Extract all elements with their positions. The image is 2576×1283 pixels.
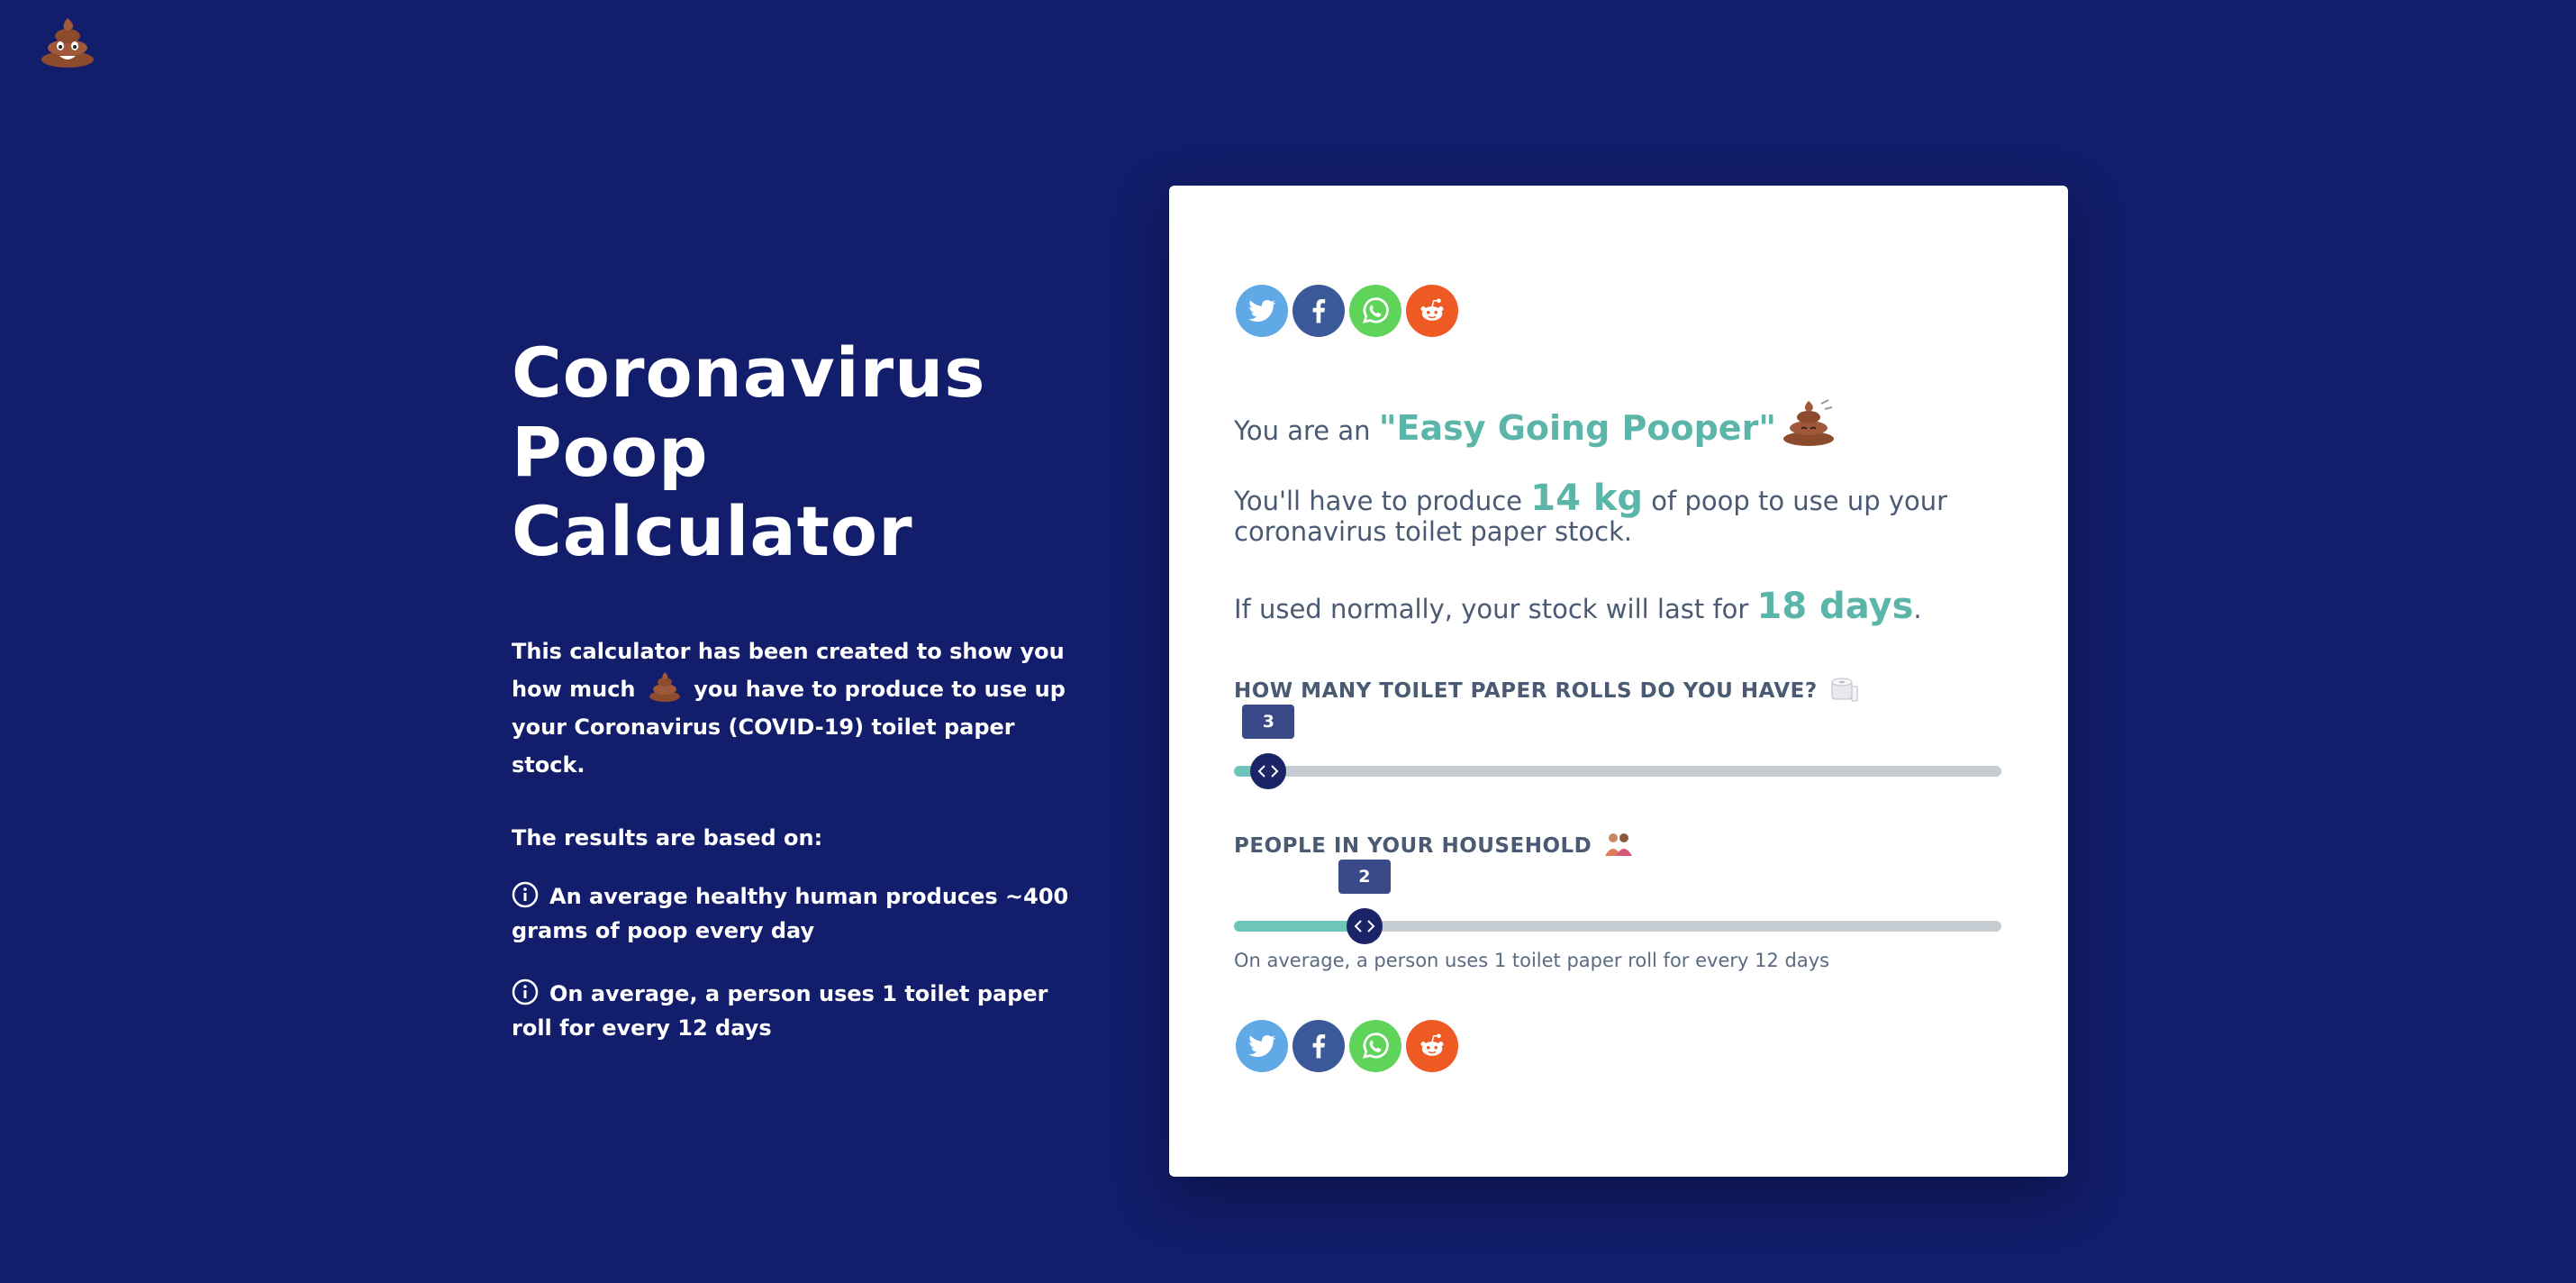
info-icon bbox=[512, 881, 539, 908]
rolls-question bbox=[1234, 676, 1859, 703]
people-value-bubble: 2 bbox=[1338, 860, 1391, 894]
drag-handle-icon bbox=[1257, 763, 1279, 779]
toilet-paper-icon bbox=[1828, 676, 1859, 703]
intro-desc-part1: This calculator has been created to show you how much bbox=[512, 639, 1065, 702]
facebook-share-button[interactable] bbox=[1293, 285, 1345, 337]
fact-text-2: On average, a person uses 1 toilet paper roll for every 12 days bbox=[512, 981, 1048, 1041]
last-value: 18 days bbox=[1756, 586, 1914, 627]
pooper-type-result bbox=[1234, 396, 2009, 447]
pooper-type-prefix: You are an bbox=[1234, 415, 1371, 446]
produce-result bbox=[1234, 478, 2009, 547]
twitter-share-button[interactable] bbox=[1236, 1020, 1288, 1072]
logo-poop-icon[interactable] bbox=[40, 16, 95, 68]
drag-handle-icon bbox=[1354, 918, 1375, 934]
share-buttons-top bbox=[1236, 285, 1458, 337]
whatsapp-share-button[interactable] bbox=[1349, 285, 1401, 337]
reddit-icon bbox=[1416, 295, 1448, 327]
poop-emoji-icon bbox=[649, 671, 681, 702]
rolls-slider-handle[interactable] bbox=[1250, 753, 1286, 789]
title-line-1: Coronavirus bbox=[512, 332, 986, 413]
poop-emoji-icon bbox=[1782, 396, 1836, 447]
produce-value: 14 kg bbox=[1530, 478, 1644, 519]
title-line-2: Poop Calculator bbox=[512, 412, 913, 571]
produce-suffix: of poop to use up your coronavirus toilet paper stock. bbox=[1234, 486, 1948, 547]
rolls-value-bubble: 3 bbox=[1242, 705, 1294, 739]
calculator-card bbox=[1169, 186, 2068, 1177]
produce-prefix: You'll have to produce bbox=[1234, 486, 1523, 516]
last-prefix: If used normally, your stock will last for bbox=[1234, 594, 1749, 624]
rolls-slider[interactable] bbox=[1234, 712, 2001, 777]
fact-text-1: An average healthy human produces ~400 grams of poop every day bbox=[512, 884, 1069, 943]
twitter-share-button[interactable] bbox=[1236, 285, 1288, 337]
pooper-type-label: "Easy Going Pooper" bbox=[1378, 408, 1777, 448]
whatsapp-icon bbox=[1359, 295, 1392, 327]
last-suffix: . bbox=[1913, 594, 1922, 624]
reddit-share-button[interactable] bbox=[1406, 285, 1458, 337]
based-on-heading: The results are based on: bbox=[512, 825, 823, 851]
facebook-share-button[interactable] bbox=[1293, 1020, 1345, 1072]
info-icon bbox=[512, 978, 539, 1005]
people-question bbox=[1234, 831, 1634, 858]
facebook-icon bbox=[1302, 1030, 1335, 1062]
intro-section bbox=[512, 333, 1088, 1045]
people-question-text: PEOPLE IN YOUR HOUSEHOLD bbox=[1234, 834, 1592, 858]
people-slider-fill bbox=[1234, 921, 1365, 932]
twitter-icon bbox=[1246, 295, 1278, 327]
fact-item-1 bbox=[512, 879, 1088, 948]
twitter-icon bbox=[1246, 1030, 1278, 1062]
whatsapp-icon bbox=[1359, 1030, 1392, 1062]
reddit-icon bbox=[1416, 1030, 1448, 1062]
fact-item-2 bbox=[512, 977, 1088, 1045]
people-slider[interactable] bbox=[1234, 867, 2001, 932]
intro-desc-part2: you have to produce to use up your Coronavirus (COVID-19) toilet paper stock. bbox=[512, 677, 1066, 778]
intro-description bbox=[512, 632, 1088, 784]
people-slider-handle[interactable] bbox=[1347, 908, 1383, 944]
stock-duration-result bbox=[1234, 586, 2009, 627]
rolls-question-text: HOW MANY TOILET PAPER ROLLS DO YOU HAVE? bbox=[1234, 679, 1818, 703]
family-icon bbox=[1603, 831, 1634, 858]
page-title bbox=[512, 333, 1088, 571]
average-note: On average, a person uses 1 toilet paper roll for every 12 days bbox=[1234, 950, 1830, 971]
facebook-icon bbox=[1302, 295, 1335, 327]
whatsapp-share-button[interactable] bbox=[1349, 1020, 1401, 1072]
share-buttons-bottom bbox=[1236, 1020, 1458, 1072]
reddit-share-button[interactable] bbox=[1406, 1020, 1458, 1072]
rolls-slider-track[interactable] bbox=[1234, 766, 2001, 777]
